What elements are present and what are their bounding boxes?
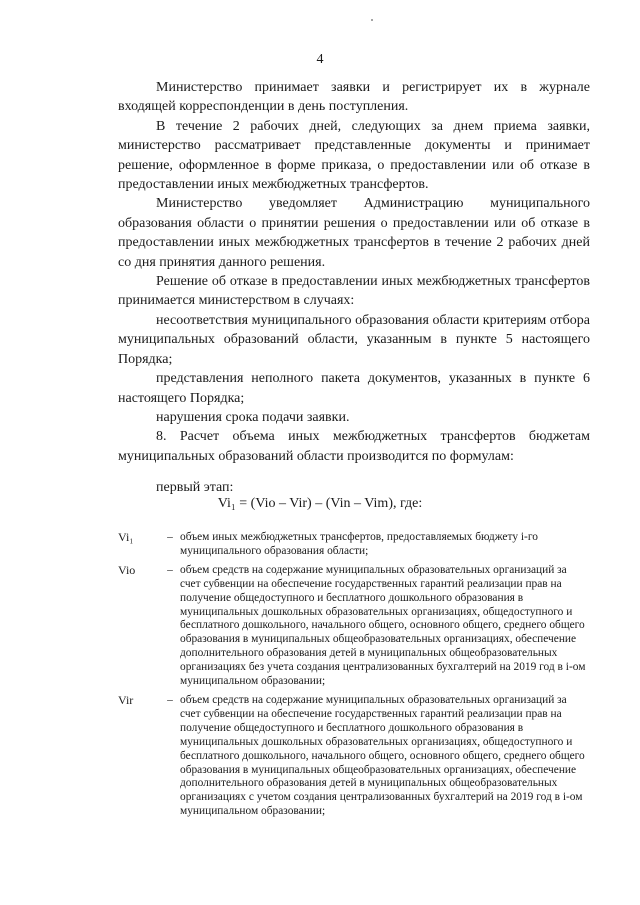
paragraph: представления неполного пакета документов, указанных в пункте 6 настоящего Порядка; xyxy=(118,371,590,406)
definition-text: объем иных межбюджетных трансфертов, предоставляемых бюджету i-го муниципального образования области; xyxy=(180,531,538,557)
scan-speck xyxy=(371,19,373,21)
formula: Vi₁ = (Vio – Vir) – (Vin – Vim), где: xyxy=(217,496,423,511)
paragraph: Министерство принимает заявки и регистрирует их в журнале входящей корреспонденции в день поступления. xyxy=(118,80,590,115)
paragraph: Министерство уведомляет Администрацию муниципального образования области о принятии решения о предоставлении или об отказе в предоставлении иных межбюджетных трансфертов в течение 2 рабочих дней со дня принятия данного решения. xyxy=(118,196,590,270)
definition-variable: Vir xyxy=(118,692,134,707)
definition-dash: – xyxy=(167,693,173,706)
paragraph: 8. Расчет объема иных межбюджетных трансфертов бюджетам муниципальных образований области производится по формулам: xyxy=(118,429,590,464)
paragraph: Решение об отказе в предоставлении иных межбюджетных трансфертов принимается министерством в случаях: xyxy=(118,274,590,309)
definition-dash: – xyxy=(167,563,173,576)
body-text xyxy=(118,78,590,498)
definition-variable: Vi₁ xyxy=(118,530,134,544)
paragraph: В течение 2 рабочих дней, следующих за днем приема заявки, министерство рассматривает представленные документы и принимает решение, оформленное в форме приказа, о предоставлении или об отказе в предоставлении иных межбюджетных трансфертов. xyxy=(118,118,590,193)
definition-text: объем средств на содержание муниципальных образовательных организаций за счет субвенции на обеспечение государственных гарантий реализации прав на получение общедоступного и бесплатного дошкольного образования в муниципальных дошкольных образовательных организациях, общедоступного и бесплатного дошкольного, начального общего, основного общего, среднего общего образования в муниципальных общеобразовательных организациях, обеспечение дополнительного образования детей в муниципальных общеобразовательных организациях с учетом создания централизованных бухгалтерий на 2019 год в i-ом муниципальном образовании; xyxy=(180,693,585,818)
definition-variable: Vio xyxy=(118,562,136,577)
paragraph: нарушения срока подачи заявки. xyxy=(156,409,350,425)
definition-row xyxy=(118,531,590,559)
page-number: 4 xyxy=(316,52,324,67)
definition-dash: – xyxy=(167,531,173,543)
definitions-list xyxy=(118,531,590,824)
definition-row xyxy=(118,694,590,819)
definition-row xyxy=(118,564,590,689)
stage-label: первый этап: xyxy=(156,480,234,496)
definition-text: объем средств на содержание муниципальных образовательных организаций за счет субвенции на обеспечение государственных гарантий реализации прав на получение общедоступного и бесплатного дошкольного образования в муниципальных дошкольных образовательных организациях, общедоступного и бесплатного дошкольного, начального общего, основного общего, среднего общего образования в муниципальных общеобразовательных организациях, обеспечение дополнительного образования детей в муниципальных общеобразовательных организациях без учета создания централизованных бухгалтерий на 2019 год в i-ом муниципальном образовании; xyxy=(180,563,586,688)
paragraph: несоответствия муниципального образования области критериям отбора муниципальных образований области, указанным в пункте 5 настоящего Порядка; xyxy=(118,312,590,367)
